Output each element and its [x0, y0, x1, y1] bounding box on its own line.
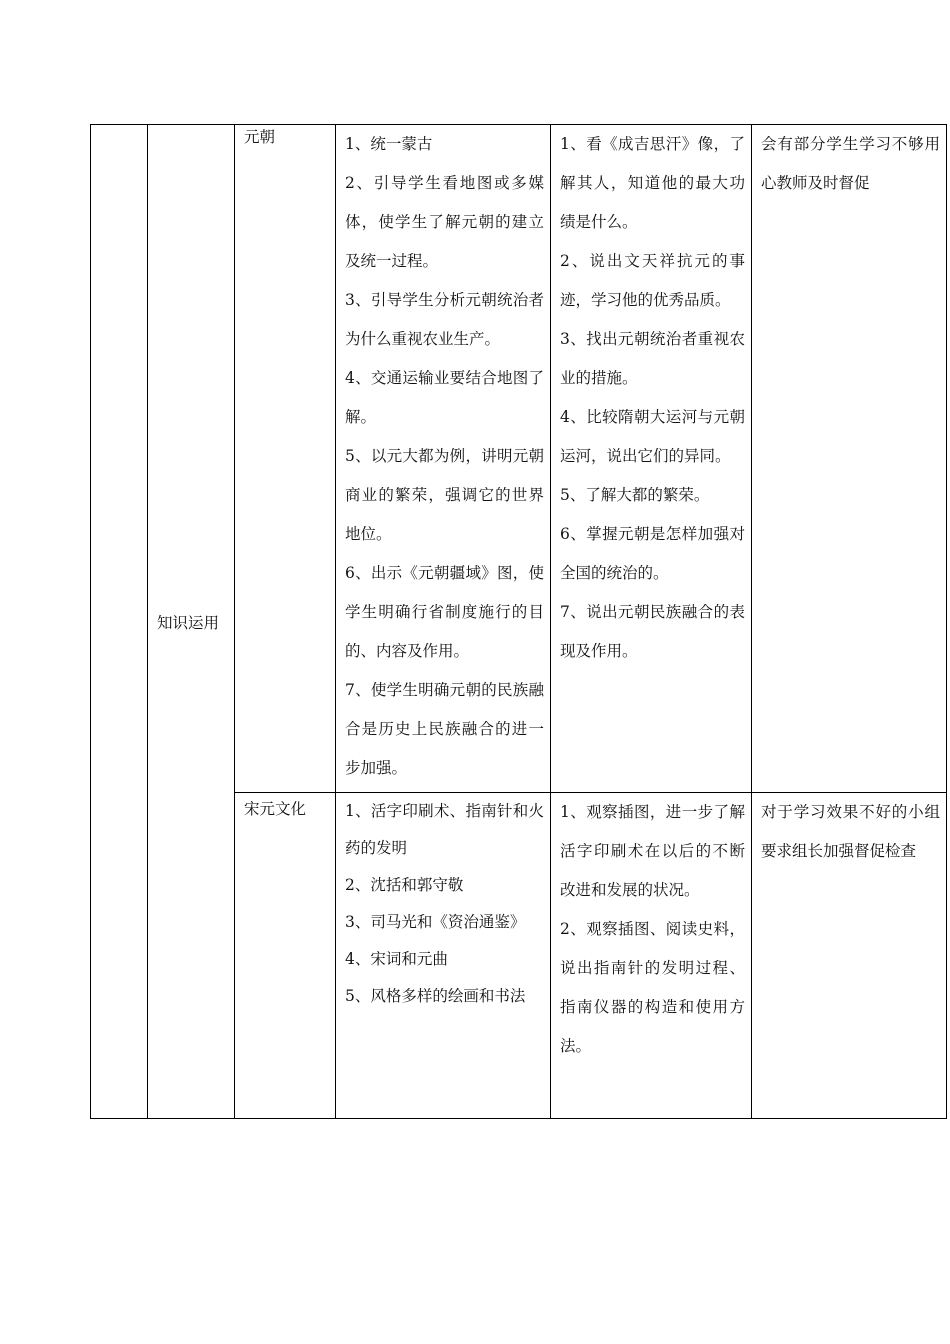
student-item: 4、比较隋朝大运河与元朝运河，说出它们的异同。	[560, 408, 745, 465]
student-item: 2、说出文天祥抗元的事迹，学习他的优秀品质。	[560, 252, 745, 309]
student-item: 3、找出元朝统治者重视农业的措施。	[560, 330, 745, 387]
section-cell	[148, 125, 235, 1119]
teacher-item: 2、引导学生看地图或多媒体，使学生了解元朝的建立及统一过程。	[345, 174, 544, 270]
student-activity-cell	[551, 793, 752, 1119]
topic-cell	[235, 793, 336, 1119]
teacher-item: 3、引导学生分析元朝统治者为什么重视农业生产。	[345, 291, 544, 348]
student-item: 1、看《成吉思汗》像，了解其人，知道他的最大功绩是什么。	[560, 135, 745, 231]
lesson-plan-table	[90, 124, 947, 1119]
note-cell	[752, 793, 947, 1119]
student-item: 5、了解大都的繁荣。	[560, 486, 710, 504]
topic-label: 宋元文化	[244, 800, 307, 818]
teacher-item: 6、出示《元朝疆域》图，使学生明确行省制度施行的目的、内容及作用。	[345, 564, 544, 660]
teacher-item: 5、风格多样的绘画和书法	[345, 987, 526, 1005]
teacher-activity-cell	[336, 125, 551, 793]
teacher-item: 4、交通运输业要结合地图了解。	[345, 369, 544, 426]
topic-cell	[235, 125, 336, 793]
note-text: 对于学习效果不好的小组要求组长加强督促检查	[761, 803, 940, 860]
student-item: 6、掌握元朝是怎样加强对全国的统治的。	[560, 525, 745, 582]
teacher-activity-cell	[336, 793, 551, 1119]
table-row	[91, 125, 947, 793]
student-item: 2、观察插图、阅读史料，说出指南针的发明过程、指南仪器的构造和使用方法。	[560, 920, 745, 1055]
teacher-item: 5、以元大都为例，讲明元朝商业的繁荣，强调它的世界地位。	[345, 447, 544, 543]
student-item: 1、观察插图，进一步了解活字印刷术在以后的不断改进和发展的状况。	[560, 803, 745, 899]
student-activity-cell	[551, 125, 752, 793]
teacher-item: 4、宋词和元曲	[345, 950, 448, 968]
teacher-item: 1、统一蒙古	[345, 135, 433, 153]
teacher-item: 1、活字印刷术、指南针和火药的发明	[345, 802, 544, 857]
teacher-item: 7、使学生明确元朝的民族融合是历史上民族融合的进一步加强。	[345, 681, 544, 777]
note-cell	[752, 125, 947, 793]
note-text: 会有部分学生学习不够用心教师及时督促	[761, 135, 940, 192]
blank-column-cell	[91, 125, 148, 1119]
topic-label: 元朝	[244, 128, 276, 146]
section-label: 知识运用	[157, 613, 220, 632]
teacher-item: 2、沈括和郭守敬	[345, 876, 464, 894]
student-item: 7、说出元朝民族融合的表现及作用。	[560, 603, 745, 660]
teacher-item: 3、司马光和《资治通鉴》	[345, 913, 526, 931]
